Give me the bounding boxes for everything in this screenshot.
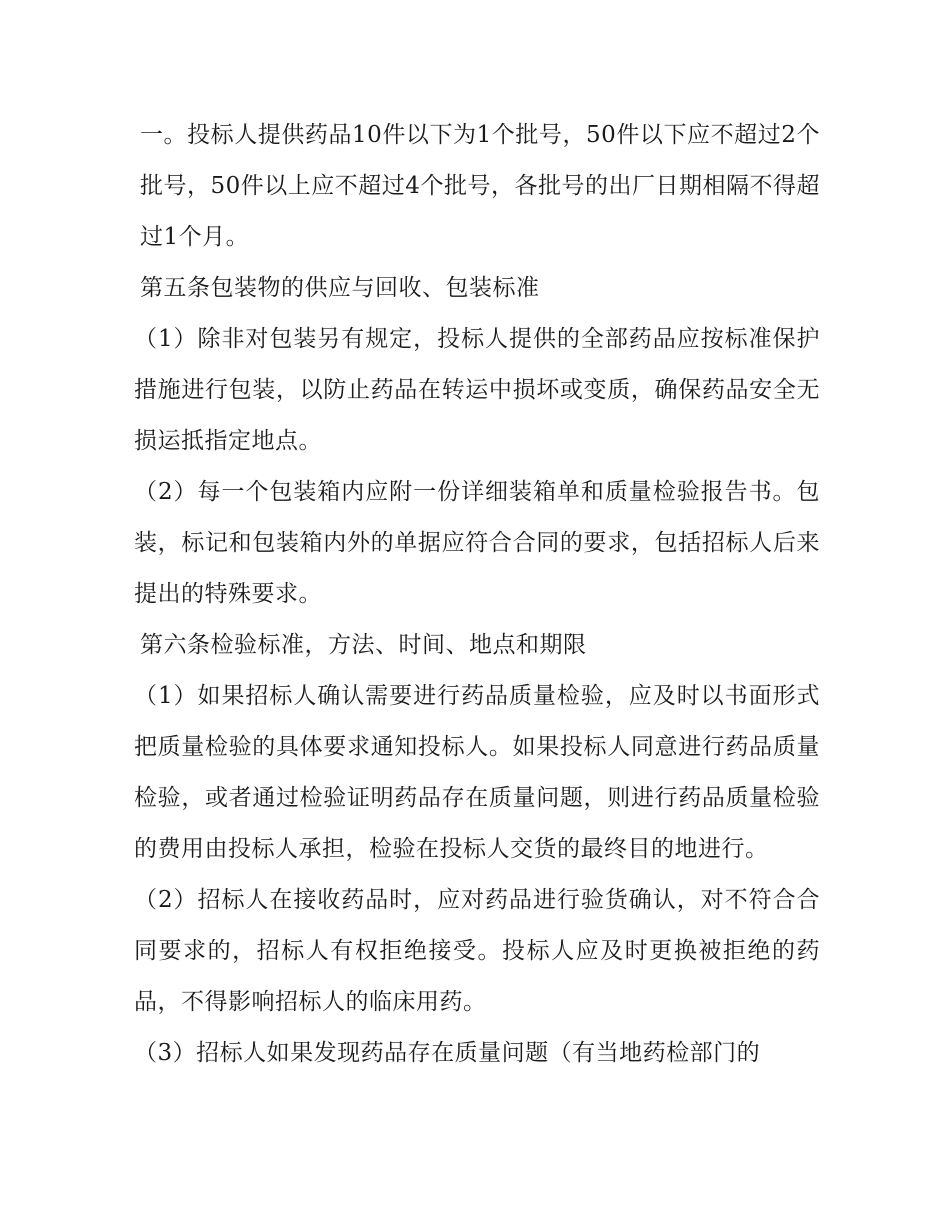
paragraph-inspection-1: （1）如果招标人确认需要进行药品质量检验，应及时以书面形式把质量检验的具体要求通知投标人。如果投标人同意进行药品质量检验，或者通过检验证明药品存在质量问题，则进行药品质量检验的费用由投标人承担，检验在投标人交货的最终目的地进行。 <box>134 683 820 862</box>
paragraph-inspection-3: （3）招标人如果发现药品存在质量问题（有当地药检部门的 <box>134 1040 761 1066</box>
paragraph-packaging-1: （1）除非对包装另有规定，投标人提供的全部药品应按标准保护措施进行包装，以防止药品在转运中损坏或变质，确保药品安全无损运抵指定地点。 <box>134 326 820 454</box>
heading-article-5: 第五条包装物的供应与回收、包装标准 <box>140 275 540 301</box>
paragraph-packaging-2: （2）每一个包装箱内应附一份详细装箱单和质量检验报告书。包装，标记和包装箱内外的单据应符合合同的要求，包括招标人后来提出的特殊要求。 <box>134 479 820 607</box>
document-body <box>134 110 820 1079</box>
heading-article-6: 第六条检验标准，方法、时间、地点和期限 <box>140 632 587 658</box>
paragraph-inspection-2: （2）招标人在接收药品时，应对药品进行验货确认，对不符合合同要求的，招标人有权拒绝接受。投标人应及时更换被拒绝的药品，不得影响招标人的临床用药。 <box>134 887 820 1015</box>
paragraph-batch-numbers: 一。投标人提供药品10件以下为1个批号，50件以下应不超过2个批号，50件以上应不超过4个批号，各批号的出厂日期相隔不得超过1个月。 <box>140 122 820 250</box>
